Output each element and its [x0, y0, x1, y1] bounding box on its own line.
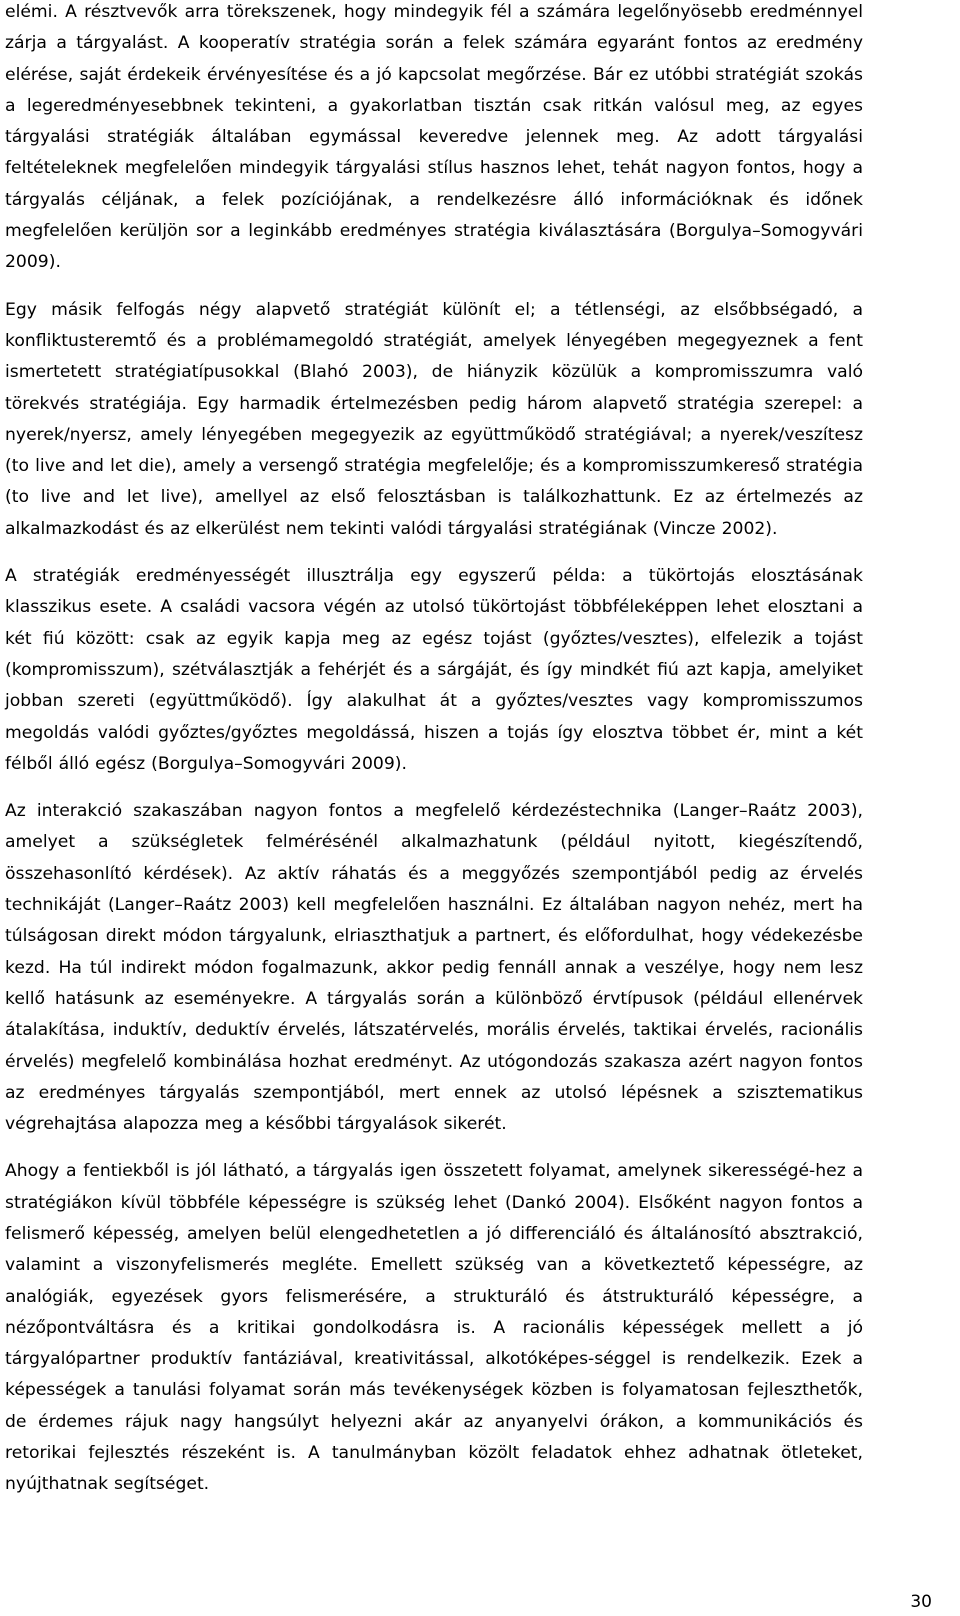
paragraph-interaction-phase: Az interakció szakaszában nagyon fontos a megfelelő kérdezéstechnika (Langer–Raátz 2003), amelyet a szükségletek felmérésénél alkalmazhatunk (például nyitott, kiegészítendő, összehasonlító kérdések). Az aktív ráhatás és a meggyőzés szempontjából pedig az érvelés technikáját (Langer–Raátz 2003) kell megfelelően használni. Ez általában nagyon nehéz, mert ha túlságosan direkt módon tárgyalunk, elriaszthatjuk a partnert, és előfordulhat, hogy védekezésbe kezd. Ha túl indirekt módon fogalmazunk, akkor pedig fennáll annak a veszélye, hogy nem lesz kellő hatásunk az eseményekre. A tárgyalás során a különböző érvtípusok (például ellenérvek átalakítása, induktív, deduktív érvelés, látszatérvelés, morális érvelés, taktikai érvelés, racionális érvelés) megfelelő kombinálása hozhat eredményt. Az utógondozás szakasza azért nagyon fontos az eredményes tárgyalás szempontjából, mert ennek az utolsó lépésnek a szisztematikus végrehajtása alapozza meg a későbbi tárgyalások sikerét.: [5, 801, 863, 1135]
document-page: [5, 0, 863, 1517]
page-number: 30: [910, 1592, 932, 1612]
paragraph-four-strategies: Egy másik felfogás négy alapvető stratégiát különít el; a tétlenségi, az elsőbbségadó, a konfliktusteremtő és a problémamegoldó stratégiát, amelyek lényegében megegyeznek a fent ismertetett stratégiatípusokkal (Blahó 2003), de hiányzik közülük a kompromisszumra való törekvés stratégiája. Egy harmadik értelmezésben pedig három alapvető stratégia szerepel: a nyerek/nyersz, amely lényegében megegyezik az együttműködő stratégiával; a nyerek/veszítesz (to live and let die), amely a versengő stratégia megfelelője; és a kompromisszumkereső stratégia (to live and let live), amellyel az első felosztásban is találkozhattunk. Ez az értelmezés az alkalmazkodást és az elkerülést nem tekinti valódi tárgyalási stratégiának (Vincze 2002).: [5, 299, 863, 539]
paragraph-negotiation-skills: Ahogy a fentiekből is jól látható, a tárgyalás igen összetett folyamat, amelynek sikerességé-hez a stratégiákon kívül többféle képességre is szükség lehet (Dankó 2004). Elsőként nagyon fontos a felismerő képesség, amelyen belül elengedhetetlen a jó differenciáló és általánosító absztrakció, valamint a viszonyfelismerés megléte. Emellett szükség van a következtető képességre, az analógiák, egyezések gyors felismerésére, a strukturáló és átstrukturáló képességre, a nézőpontváltásra és a kritikai gondolkodásra is. A racionális képességek mellett a jó tárgyalópartner produktív fantáziával, kreativitással, alkotóképes-séggel is rendelkezik. Ezek a képességek a tanulási folyamat során más tevékenységek közben is folyamatosan fejleszthetők, de érdemes rájuk nagy hangsúlyt helyezni akár az anyanyelvi órákon, a kommunikációs és retorikai fejlesztés részeként is. A tanulmányban közölt feladatok ehhez adhatnak ötleteket, nyújthatnak segítséget.: [5, 1161, 863, 1495]
paragraph-strategies-overview: elémi. A résztvevők arra törekszenek, hogy mindegyik fél a számára legelőnyösebb eredménnyel zárja a tárgyalást. A kooperatív stratégia során a felek számára egyaránt fontos az eredmény elérése, saját érdekeik érvényesítése és a jó kapcsolat megőrzése. Bár ez utóbbi stratégiát szokás a legeredményesebbnek tekinteni, a gyakorlatban tisztán csak ritkán valósul meg, az egyes tárgyalási stratégiák általában egymással keveredve jelennek meg. Az adott tárgyalási feltételeknek megfelelően mindegyik tárgyalási stílus hasznos lehet, tehát nagyon fontos, hogy a tárgyalás céljának, a felek pozíciójának, a rendelkezésre álló információknak és időnek megfelelően kerüljön sor a leginkább eredményes stratégia kiválasztására (Borgulya–Somogyvári 2009).: [5, 2, 863, 273]
paragraph-egg-example: A stratégiák eredményességét illusztrálja egy egyszerű példa: a tükörtojás elosztásának klasszikus esete. A családi vacsora végén az utolsó tükörtojást többféleképpen lehet elosztani a két fiú között: csak az egyik kapja meg az egész tojást (győztes/vesztes), elfelezik a tojást (kompromisszum), szétválasztják a fehérjét és a sárgáját, és így mindkét fiú azt kapja, amelyiket jobban szereti (együttműködő). Így alakulhat át a győztes/vesztes vagy kompromisszumos megoldás valódi győztes/győztes megoldássá, hiszen a tojás így elosztva többet ér, mint a két félből álló egész (Borgulya–Somogyvári 2009).: [5, 566, 863, 774]
